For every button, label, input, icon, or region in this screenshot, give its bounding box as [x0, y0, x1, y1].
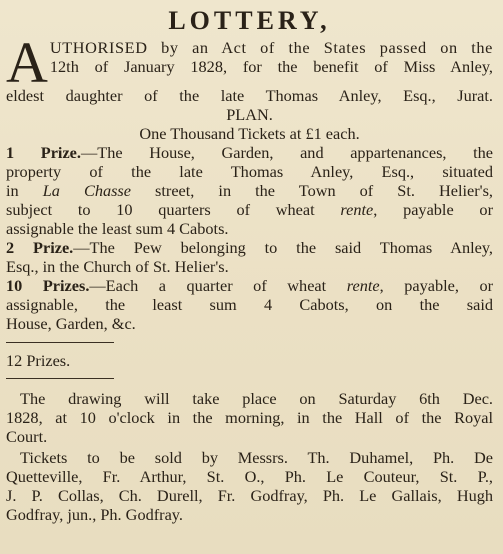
prize-1-line-4a: subject to 10 quarters of wheat	[6, 200, 341, 219]
prize-1-line-4b: , payable or	[373, 200, 493, 219]
sold-line-1: Tickets to be sold by Messrs. Th. Duhamel, Ph. De	[20, 448, 493, 467]
advert-title: LOTTERY,	[168, 6, 331, 35]
drawing-line-1: The drawing will take place on Saturday 6th Dec.	[20, 389, 493, 408]
prize-2-line-1: —The Pew belonging to the said Thomas Anley,	[73, 238, 493, 257]
prize-3-rente: rente	[346, 276, 380, 295]
prize-3-line-1a: —Each a quarter of wheat	[89, 276, 347, 295]
prize-3-label: 10 Prizes.	[6, 276, 90, 295]
prize-2-line-2: Esq., in the Church of St. Helier's.	[6, 257, 229, 276]
sold-line-2: Quetteville, Fr. Arthur, St. O., Ph. Le Couteur, St. P.,	[6, 467, 493, 486]
lead-line-2: 12th of January 1828, for the benefit of Miss Anley,	[49, 57, 493, 76]
prize-total: 12 Prizes.	[6, 351, 71, 370]
tickets-sold-paragraph	[6, 448, 493, 524]
prize-1-line-3b: street, in the Town of St. Helier's,	[131, 181, 493, 200]
lead-line-1: UTHORISED by an Act of the States passed on the	[49, 38, 493, 57]
prize-2	[6, 238, 493, 276]
sold-line-3: J. P. Collas, Ch. Durell, Fr. Godfray, Ph. Le Gallais, Hugh	[6, 486, 493, 505]
prize-3-line-1b: , payable, or	[379, 276, 494, 295]
prize-3	[6, 276, 493, 333]
drawing-line-2: 1828, at 10 o'clock in the morning, in the Hall of the Royal	[6, 408, 493, 427]
prize-1-street-name: La Chasse	[42, 181, 131, 200]
prize-3-line-3: House, Garden, &c.	[6, 314, 136, 333]
prize-1-label: 1 Prize.	[6, 143, 81, 162]
drawing-line-3: Court.	[6, 427, 48, 446]
lead-line-3: eldest daughter of the late Thomas Anley, Esq., Jurat.	[6, 86, 493, 105]
prize-1-line-1: —The House, Garden, and appartenances, the	[80, 143, 493, 162]
prize-1-rente: rente	[340, 200, 374, 219]
plan-heading: PLAN.	[226, 105, 273, 124]
lead-paragraph	[6, 30, 493, 105]
drop-cap: A	[6, 30, 48, 95]
tickets-line: One Thousand Tickets at £1 each.	[139, 124, 360, 143]
divider-rule-2	[6, 378, 114, 379]
prize-1	[6, 143, 493, 238]
prize-2-label: 2 Prize.	[6, 238, 74, 257]
drawing-paragraph	[6, 389, 493, 446]
sold-line-4: Godfray, jun., Ph. Godfray.	[6, 505, 183, 524]
prize-3-line-2: assignable, the least sum 4 Cabots, on the said	[6, 295, 493, 314]
prize-1-line-3a: in	[6, 181, 43, 200]
prize-1-line-2: property of the late Thomas Anley, Esq., situated	[6, 162, 493, 181]
divider-rule	[6, 342, 114, 343]
prize-1-line-5: assignable the least sum 4 Cabots.	[6, 219, 229, 238]
